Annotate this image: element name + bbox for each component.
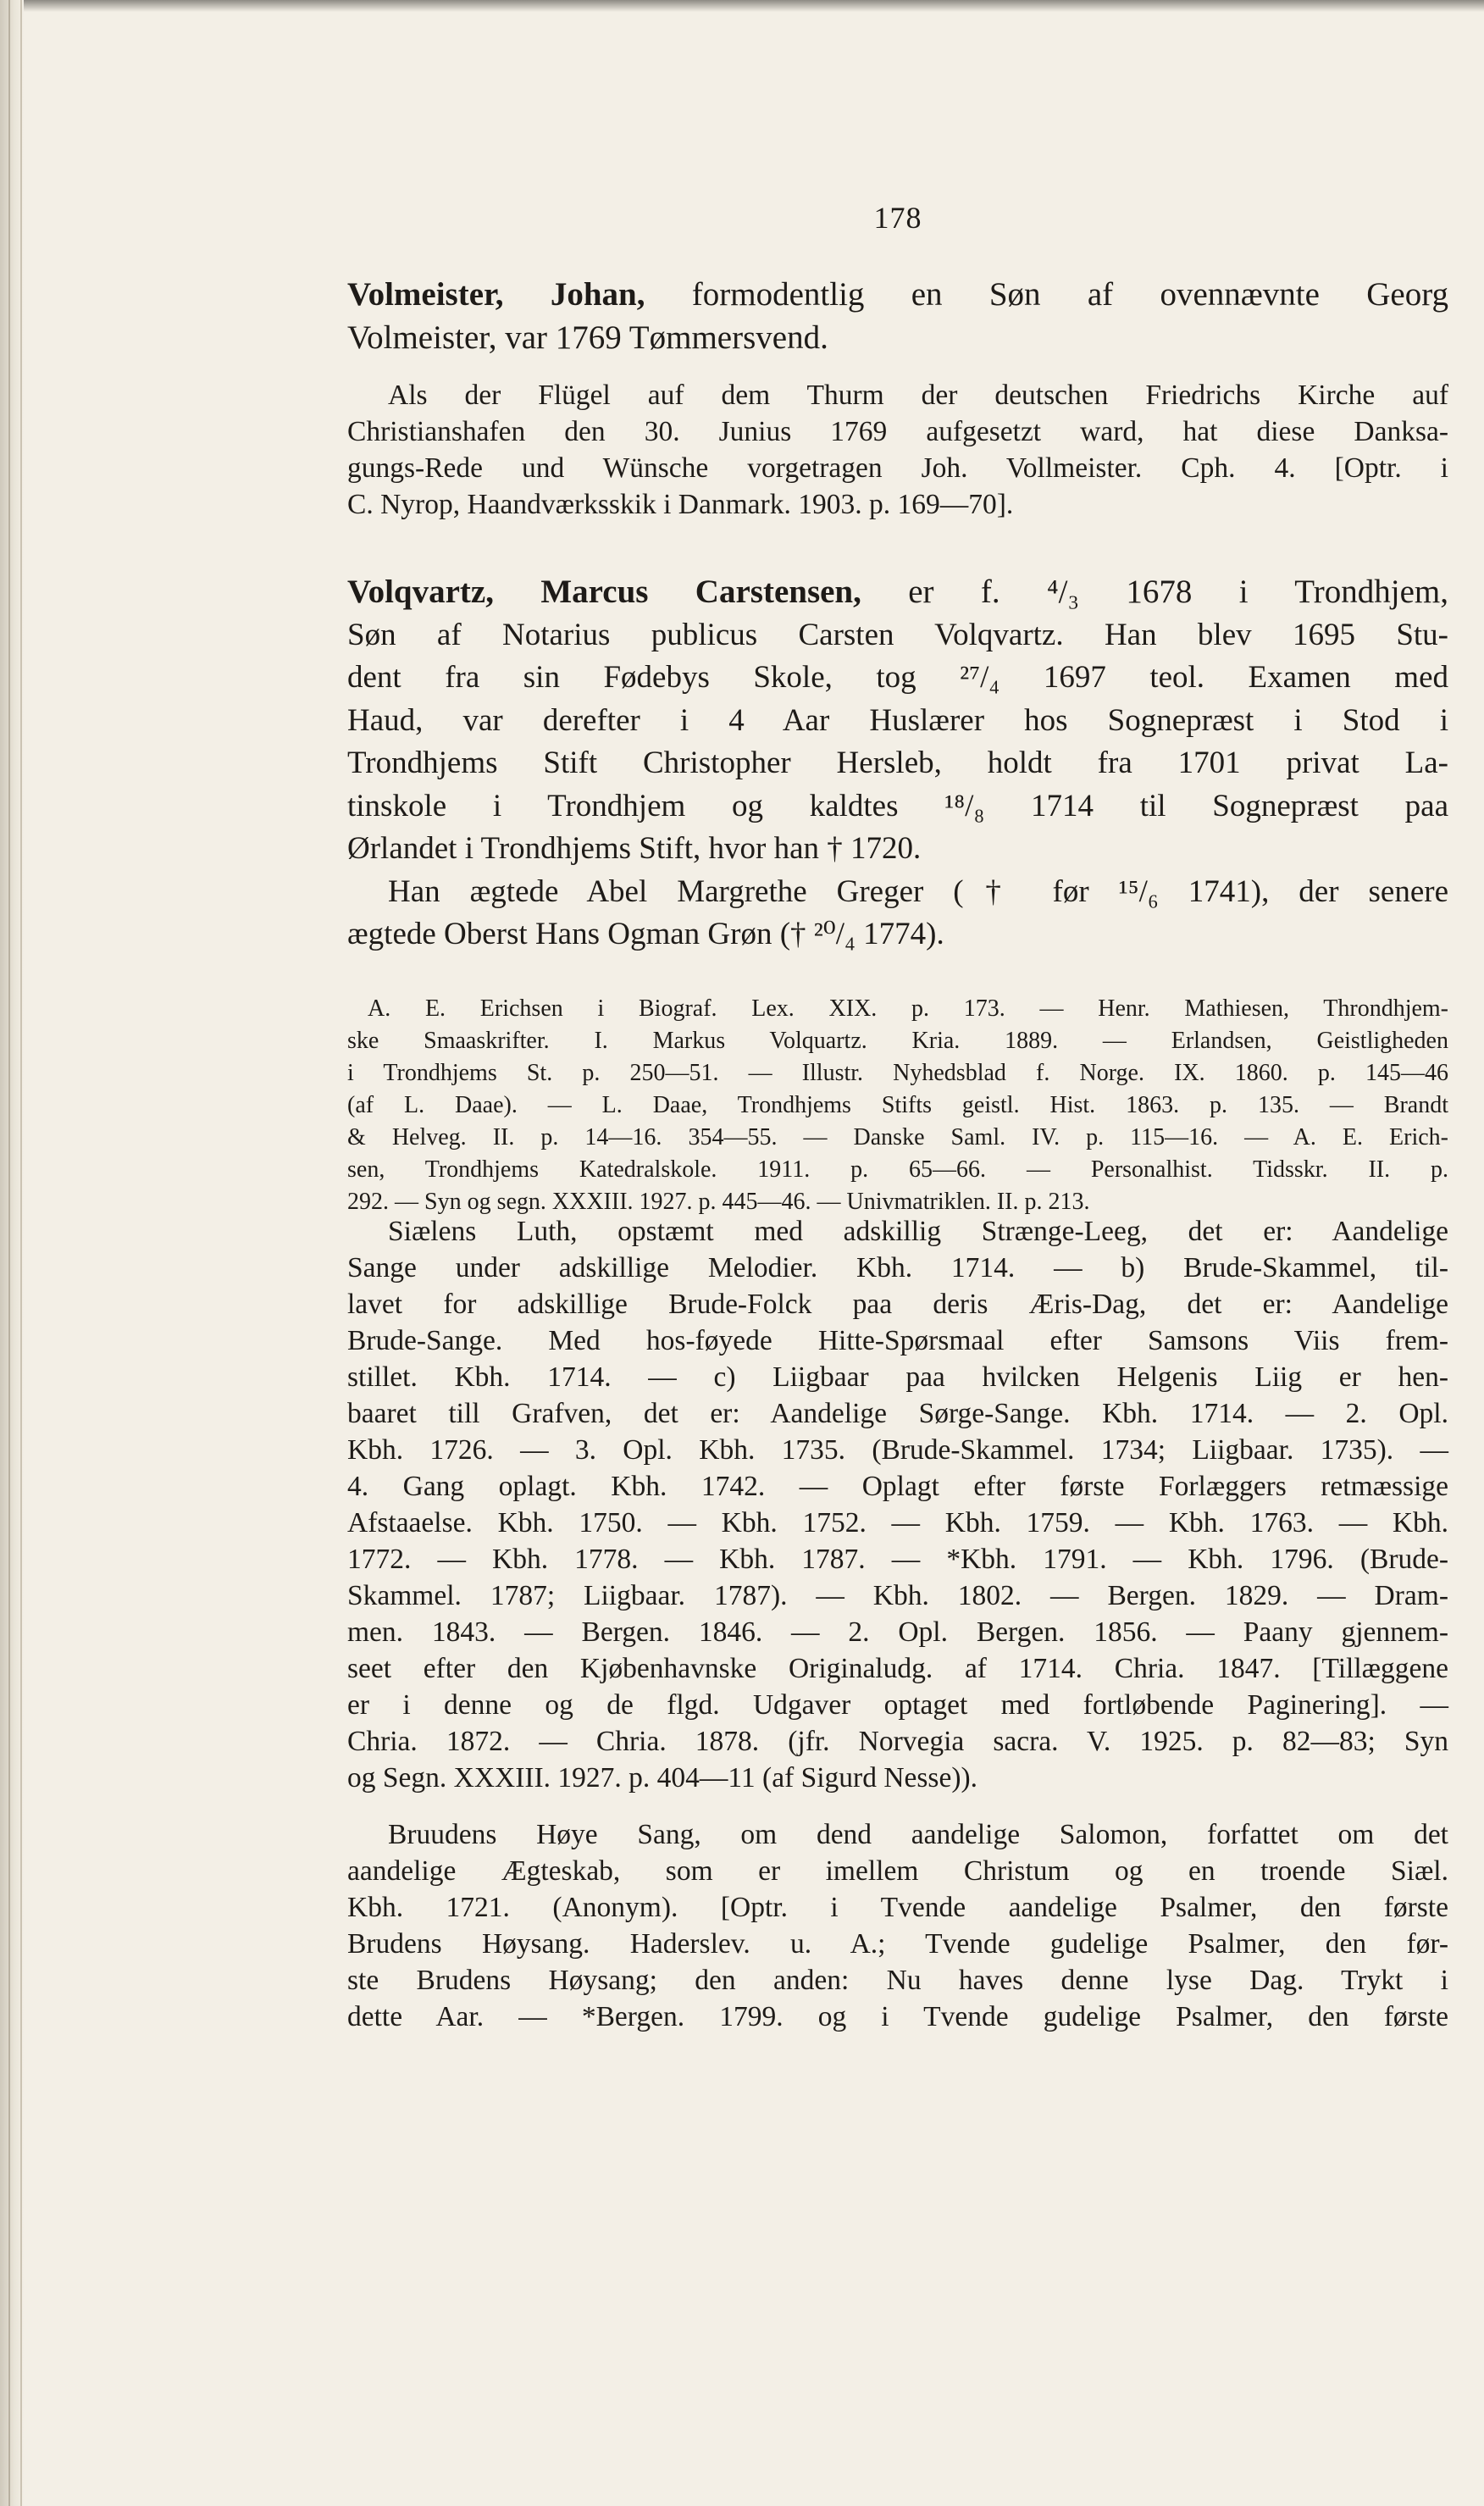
text-line: Ørlandet i Trondhjems Stift, hvor han † 1720.: [347, 831, 922, 866]
text-line: dette Aar. — *Bergen. 1799. og i Tvende gudelige Psalmer, den første: [347, 2001, 1448, 2032]
text-line: men. 1843. — Bergen. 1846. — 2. Opl. Bergen. 1856. — Paany gjennem-: [347, 1616, 1448, 1648]
text-line: sen, Trondhjems Katedralskole. 1911. p. 65—66. — Personalhist. Tidsskr. II. p.: [347, 1156, 1448, 1183]
text-line: Kbh. 1726. — 3. Opl. Kbh. 1735. (Brude-Skammel. 1734; Liigbaar. 1735). —: [347, 1434, 1448, 1466]
page-top-shadow: [0, 0, 1484, 12]
text-line: Haud, var derefter i 4 Aar Huslærer hos Sognepræst i Stod i: [347, 702, 1448, 738]
text-line: 4. Gang oplagt. Kbh. 1742. — Oplagt efter første Forlæggers retmæssige: [347, 1471, 1448, 1502]
volmeister-work-title: [347, 377, 1448, 523]
volmeister-heading-line-2: Volmeister, var 1769 Tømmersvend.: [347, 319, 828, 356]
text-line: ske Smaaskrifter. I. Markus Volquartz. Kria. 1889. — Erlandsen, Geistligheden: [347, 1028, 1448, 1054]
volqvartz-references: [347, 993, 1448, 1218]
text-line: er f. ⁴/₃ 1678 i Trondhjem,: [908, 574, 1448, 610]
volqvartz-works-bruudens-hoye-sang: [347, 1816, 1448, 2035]
text-line: i Trondhjems St. p. 250—51. — Illustr. Nyhedsblad f. Norge. IX. 1860. p. 145—46: [347, 1060, 1448, 1086]
text-line: aandelige Ægteskab, som er imellem Christum og en troende Siæl.: [347, 1855, 1448, 1887]
text-line: lavet for adskillige Brude-Folck paa deris Æris-Dag, det er: Aandelige: [347, 1289, 1448, 1320]
text-line: Kbh. 1721. (Anonym). [Optr. i Tvende aandelige Psalmer, den første: [347, 1892, 1448, 1923]
text-line: A. E. Erichsen i Biograf. Lex. XIX. p. 173. — Henr. Mathiesen, Throndhjem-: [368, 995, 1448, 1022]
text-line: gungs-Rede und Wünsche vorgetragen Joh. Vollmeister. Cph. 4. [Optr. i: [347, 452, 1448, 484]
volmeister-heading-text: formodentlig en Søn af ovennævnte Georg: [691, 276, 1449, 313]
page-number: 178: [873, 201, 922, 235]
text-line: dent fra sin Fødebys Skole, tog ²⁷/₄ 1697 teol. Examen med: [347, 660, 1448, 695]
volqvartz-works-siaelens-luth: [347, 1213, 1448, 1796]
text-line: er i denne og de flgd. Udgaver optaget med fortløbende Paginering]. —: [347, 1689, 1448, 1721]
text-line: ste Brudens Høysang; den anden: Nu haves denne lyse Dag. Trykt i: [347, 1965, 1448, 1996]
text-line: Sange under adskillige Melodier. Kbh. 1714. — b) Brude-Skammel, til-: [347, 1252, 1448, 1283]
text-line: Skammel. 1787; Liigbaar. 1787). — Kbh. 1802. — Bergen. 1829. — Dram-: [347, 1580, 1448, 1611]
text-line: (af L. Daae). — L. Daae, Trondhjems Stifts geistl. Hist. 1863. p. 135. — Brandt: [347, 1092, 1448, 1118]
text-line: Han ægtede Abel Margrethe Greger († før ¹⁵/₆ 1741), der senere: [388, 873, 1448, 909]
text-line: 292. — Syn og segn. XXXIII. 1927. p. 445—46. — Univmatriklen. II. p. 213.: [347, 1189, 1090, 1215]
text-line: Afstaaelse. Kbh. 1750. — Kbh. 1752. — Kbh. 1759. — Kbh. 1763. — Kbh.: [347, 1507, 1448, 1539]
volqvartz-biography: [347, 571, 1448, 956]
text-line: baaret till Grafven, det er: Aandelige Sørge-Sange. Kbh. 1714. — 2. Opl.: [347, 1398, 1448, 1429]
spine-line: [8, 0, 10, 2506]
text-line: og Segn. XXXIII. 1927. p. 404—11 (af Sigurd Nesse)).: [347, 1762, 978, 1794]
text-line: Brude-Sange. Med hos-føyede Hitte-Spørsmaal efter Samsons Viis frem-: [347, 1325, 1448, 1356]
text-line: Bruudens Høye Sang, om dend aandelige Salomon, forfattet om det: [388, 1819, 1448, 1850]
text-line: Siælens Luth, opstæmt med adskillig Strænge-Leeg, det er: Aandelige: [388, 1216, 1448, 1247]
text-line: Brudens Høysang. Haderslev. u. A.; Tvende gudelige Psalmer, den før-: [347, 1928, 1448, 1960]
text-line: seet efter den Kjøbenhavnske Originaludg. af 1714. Chria. 1847. [Tillæggene: [347, 1653, 1448, 1684]
text-line: Chria. 1872. — Chria. 1878. (jfr. Norvegia sacra. V. 1925. p. 82—83; Syn: [347, 1726, 1448, 1757]
text-line: C. Nyrop, Haandværksskik i Danmark. 1903. p. 169—70].: [347, 489, 1014, 520]
text-line: 1772. — Kbh. 1778. — Kbh. 1787. — *Kbh. 1791. — Kbh. 1796. (Brude-: [347, 1544, 1448, 1575]
volmeister-name: Volmeister, Johan,: [347, 276, 645, 313]
text-line: ægtede Oberst Hans Ogman Grøn († ²⁰/₄ 1774).: [347, 917, 944, 951]
volqvartz-name: Volqvartz, Marcus Carstensen,: [347, 574, 861, 610]
text-line: Als der Flügel auf dem Thurm der deutschen Friedrichs Kirche auf: [388, 380, 1448, 411]
text-line: tinskole i Trondhjem og kaldtes ¹⁸/₈ 1714 til Sognepræst paa: [347, 788, 1448, 823]
text-line: Trondhjems Stift Christopher Hersleb, holdt fra 1701 privat La-: [347, 746, 1448, 780]
volmeister-entry-heading: [347, 273, 1448, 359]
text-line: & Helveg. II. p. 14—16. 354—55. — Danske Saml. IV. p. 115—16. — A. E. Erich-: [347, 1124, 1448, 1150]
text-line: Søn af Notarius publicus Carsten Volqvartz. Han blev 1695 Stu-: [347, 617, 1448, 652]
text-line: Christianshafen den 30. Junius 1769 aufgesetzt ward, hat diese Danksa-: [347, 416, 1448, 447]
spine-line: [20, 0, 22, 2506]
text-line: stillet. Kbh. 1714. — c) Liigbaar paa hvilcken Helgenis Liig er hen-: [347, 1361, 1448, 1393]
